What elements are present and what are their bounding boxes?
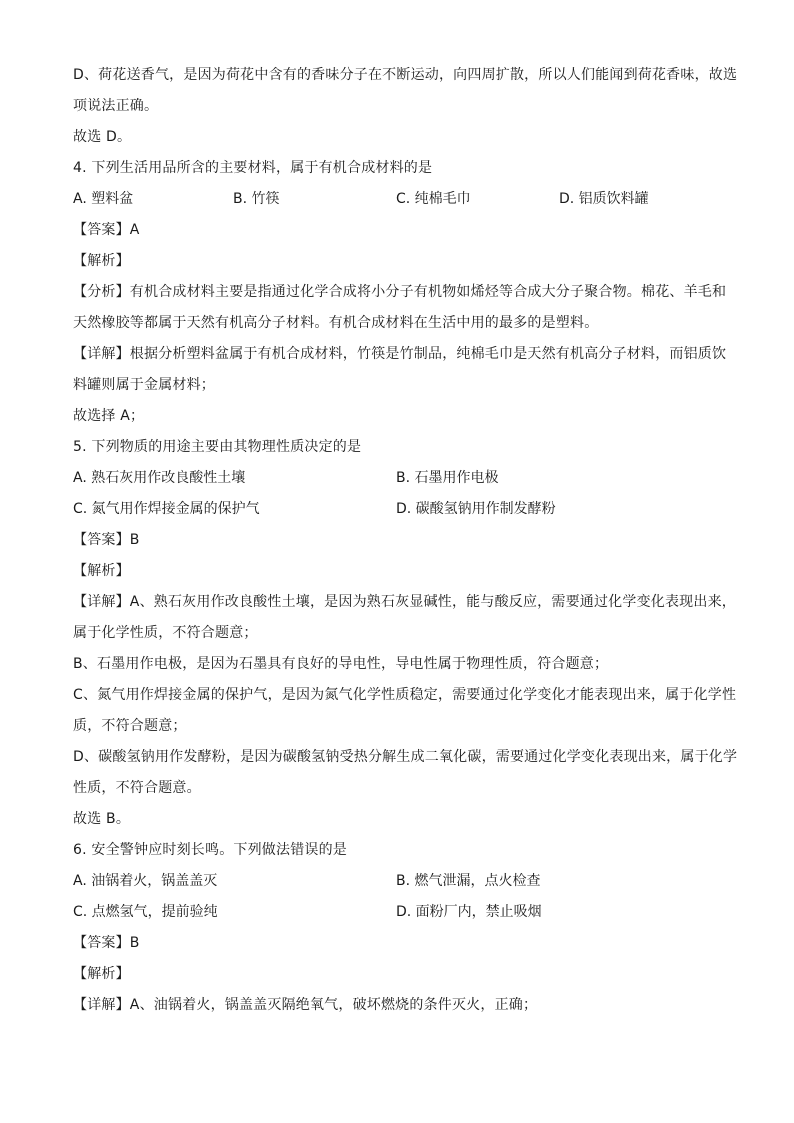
answer-line: 【答案】A <box>73 222 140 238</box>
option-a: A. 熟石灰用作改良酸性土壤 <box>73 470 246 486</box>
question-6-options-row2 <box>73 897 733 928</box>
detail-text: 【详解】A、熟石灰用作改良酸性土壤，是因为熟石灰显碱性，能与酸反应，需要通过化学变化表现出来， <box>73 594 736 610</box>
option-b: B. 燃气泄漏，点火检查 <box>396 873 541 889</box>
analysis-label: 【解析】 <box>73 563 130 579</box>
analysis-text: 天然橡胶等都属于天然有机高分子材料。有机合成材料在生活中用的最多的是塑料。 <box>73 315 599 331</box>
answer-line: 【答案】B <box>73 935 140 951</box>
detail-text: 属于化学性质，不符合题意； <box>73 625 258 641</box>
text-line: D、荷花送香气，是因为荷花中含有的香味分子在不断运动，向四周扩散，所以人们能闻到荷花香味，故选 <box>73 67 738 83</box>
question-4-options <box>73 184 733 215</box>
detail-text: C、氮气用作焊接金属的保护气，是因为氮气化学性质稳定，需要通过化学变化才能表现出来，属于化学性 <box>73 687 737 703</box>
question-5-stem: 5. 下列物质的用途主要由其物理性质决定的是 <box>73 439 362 455</box>
option-a: A. 塑料盆 <box>73 191 134 207</box>
conclusion-line: 故选 D。 <box>73 129 132 145</box>
option-c: C. 氮气用作焊接金属的保护气 <box>73 501 260 517</box>
conclusion-line: 故选 B。 <box>73 811 131 827</box>
question-4-stem: 4. 下列生活用品所含的主要材料，属于有机合成材料的是 <box>73 160 433 176</box>
analysis-text: 【分析】有机合成材料主要是指通过化学合成将小分子有机物如烯烃等合成大分子聚合物。棉花、羊毛和 <box>73 284 727 300</box>
option-a: A. 油锅着火，锅盖盖灭 <box>73 873 218 889</box>
detail-text: 性质，不符合题意。 <box>73 780 201 796</box>
question-5-options-row1 <box>73 463 733 494</box>
question-6-stem: 6. 安全警钟应时刻长鸣。下列做法错误的是 <box>73 842 348 858</box>
answer-line: 【答案】B <box>73 532 140 548</box>
analysis-label: 【解析】 <box>73 253 130 269</box>
detail-text: 【详解】根据分析塑料盆属于有机合成材料，竹筷是竹制品，纯棉毛巾是天然有机高分子材料，而铝质饮 <box>73 346 727 362</box>
option-d: D. 面粉厂内，禁止吸烟 <box>396 904 542 920</box>
detail-text: B、石墨用作电极，是因为石墨具有良好的导电性，导电性属于物理性质，符合题意； <box>73 656 609 672</box>
detail-text: D、碳酸氢钠用作发酵粉，是因为碳酸氢钠受热分解生成二氧化碳，需要通过化学变化表现出来，属于化学 <box>73 749 738 765</box>
option-c: C. 纯棉毛巾 <box>396 191 471 207</box>
option-b: B. 石墨用作电极 <box>396 470 499 486</box>
question-6-options-row1 <box>73 866 733 897</box>
detail-text: 料罐则属于金属材料； <box>73 377 215 393</box>
option-d: D. 碳酸氢钠用作制发酵粉 <box>396 501 556 517</box>
analysis-label: 【解析】 <box>73 966 130 982</box>
text-line: 项说法正确。 <box>73 98 159 114</box>
option-b: B. 竹筷 <box>233 191 280 207</box>
detail-text: 质，不符合题意； <box>73 718 187 734</box>
document-page <box>73 60 738 1021</box>
option-d: D. 铝质饮料罐 <box>559 191 649 207</box>
detail-text: 【详解】A、油锅着火，锅盖盖灭隔绝氧气，破坏燃烧的条件灭火，正确； <box>73 997 538 1013</box>
conclusion-line: 故选择 A； <box>73 408 145 424</box>
option-c: C. 点燃氢气，提前验纯 <box>73 904 218 920</box>
question-5-options-row2 <box>73 494 733 525</box>
